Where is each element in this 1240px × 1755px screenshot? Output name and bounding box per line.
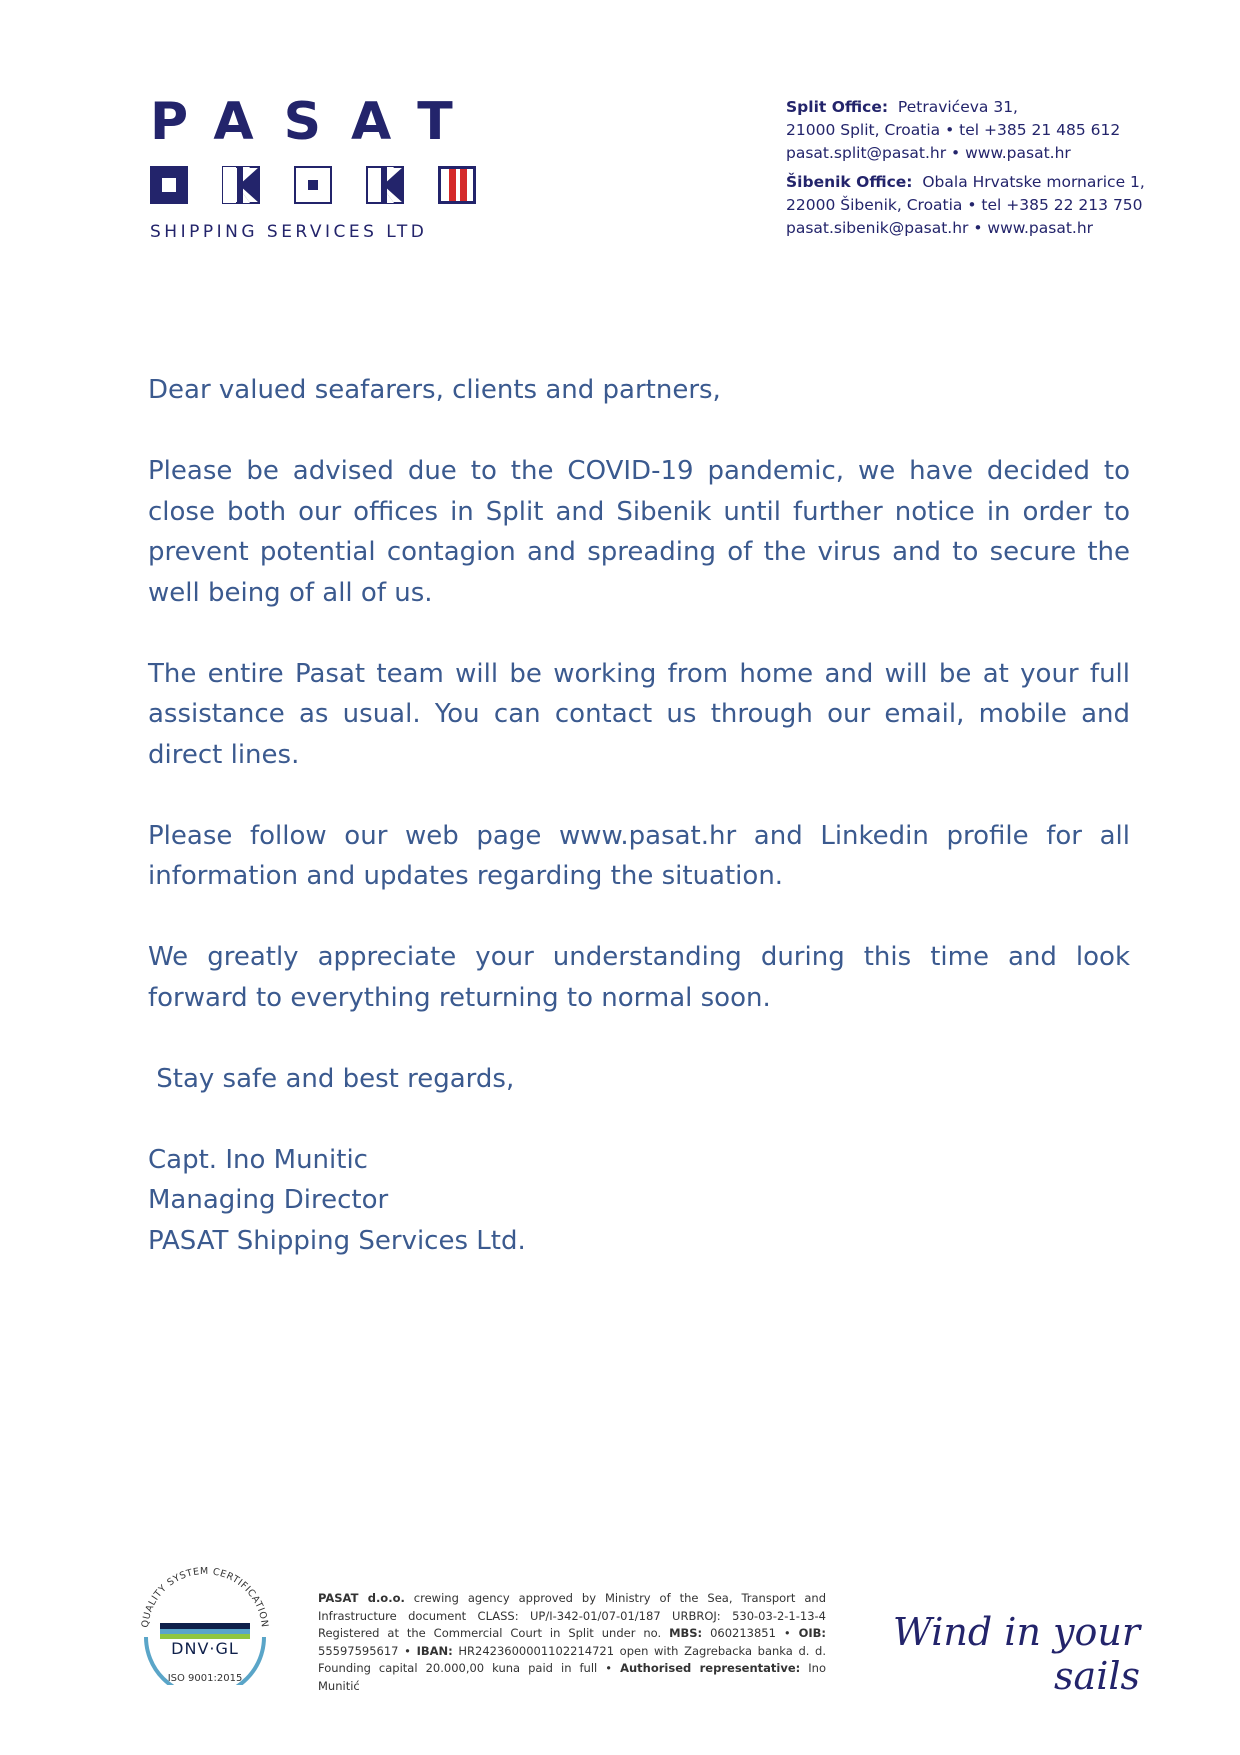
sibenik-office-city-phone: 22000 Šibenik, Croatia • tel +385 22 213 750 <box>786 196 1143 214</box>
tagline: Wind in your sails <box>892 1610 1140 1698</box>
sibenik-office <box>786 171 1166 240</box>
company-logo <box>150 92 490 242</box>
signature-title: Managing Director <box>148 1185 389 1215</box>
split-office-street: Petravićeva 31, <box>897 98 1018 116</box>
split-office-city-phone: 21000 Split, Croatia • tel +385 21 485 612 <box>786 121 1121 139</box>
legal-mbs-label: MBS: <box>669 1626 703 1640</box>
legal-oib-label: OIB: <box>798 1626 826 1640</box>
split-office-label: Split Office: <box>786 98 889 116</box>
letter-body <box>148 370 1130 1261</box>
certification-standard: ISO 9001:2015 <box>167 1673 243 1684</box>
legal-company: PASAT d.o.o. <box>318 1591 405 1605</box>
closing-text: Stay safe and best regards, <box>148 1063 515 1094</box>
legal-part1: crewing agency approved by Ministry of the Sea, Transport and Infrastructure document CLASS: UP/I-342-01/07-01/187 URBROJ: 530-03-2-1-13-4 Registered at the Commercial Court in Split under no. <box>318 1591 826 1640</box>
split-office <box>786 96 1166 165</box>
office-addresses <box>786 96 1166 246</box>
signal-flag-icon <box>150 166 188 204</box>
signal-flags <box>150 166 490 204</box>
sibenik-office-street: Obala Hrvatske mornarice 1, <box>922 173 1145 191</box>
legal-rep-label: Authorised representative: <box>620 1661 801 1675</box>
signature-company: PASAT Shipping Services Ltd. <box>148 1225 526 1256</box>
signal-flag-icon <box>366 166 404 204</box>
signal-flag-icon <box>222 166 260 204</box>
greeting: Dear valued seafarers, clients and partners, <box>148 375 721 405</box>
sibenik-office-label: Šibenik Office: <box>786 173 913 191</box>
paragraph-working-from-home: The entire Pasat team will be working from home and will be at your full assistance as usual. You can contact us through our email, mobile and direct lines. <box>148 658 1130 770</box>
paragraph-closure-notice: Please be advised due to the COVID-19 pandemic, we have decided to close both our offices in Split and Sibenik until further notice in order to prevent potential contagion and spreading of the virus and to secure the well being of all of us. <box>148 456 1130 608</box>
legal-iban-value: HR2423600001102214721 open with Zagrebacka banka d. d. Founding capital 20.000,00 kuna paid in full • <box>318 1643 827 1675</box>
legal-oib-value: 55597595617 • <box>318 1643 417 1658</box>
legal-rep-value: Ino Munitić <box>318 1661 827 1693</box>
legal-iban-label: IBAN: <box>416 1643 453 1658</box>
certification-arc-text: QUALITY SYSTEM CERTIFICATION <box>140 1565 270 1629</box>
sibenik-office-email-web: pasat.sibenik@pasat.hr • www.pasat.hr <box>786 219 1094 237</box>
dnv-gl-certification-badge <box>132 1545 278 1685</box>
svg-text:QUALITY SYSTEM CERTIFICATION <box>140 1566 270 1628</box>
signature-block <box>148 1140 1130 1262</box>
split-office-email-web: pasat.split@pasat.hr • www.pasat.hr <box>786 144 1071 162</box>
legal-mbs-value: 060213851 • <box>702 1626 799 1640</box>
legal-footer-text <box>318 1590 826 1695</box>
paragraph-appreciation: We greatly appreciate your understanding during this time and look forward to everything returning to normal soon. <box>148 942 1130 1013</box>
signature-name: Capt. Ino Munitic <box>148 1144 368 1175</box>
signal-flag-icon <box>294 166 332 204</box>
certification-brand: DNV·GL <box>171 1639 239 1658</box>
closing <box>148 1059 1130 1100</box>
logo-wordmark: PASAT <box>150 92 483 152</box>
paragraph-follow-updates: Please follow our web page www.pasat.hr and Linkedin profile for all information and updates regarding the situation. <box>148 820 1130 891</box>
signal-flag-icon <box>438 166 476 204</box>
logo-subtitle: SHIPPING SERVICES LTD <box>150 222 428 242</box>
